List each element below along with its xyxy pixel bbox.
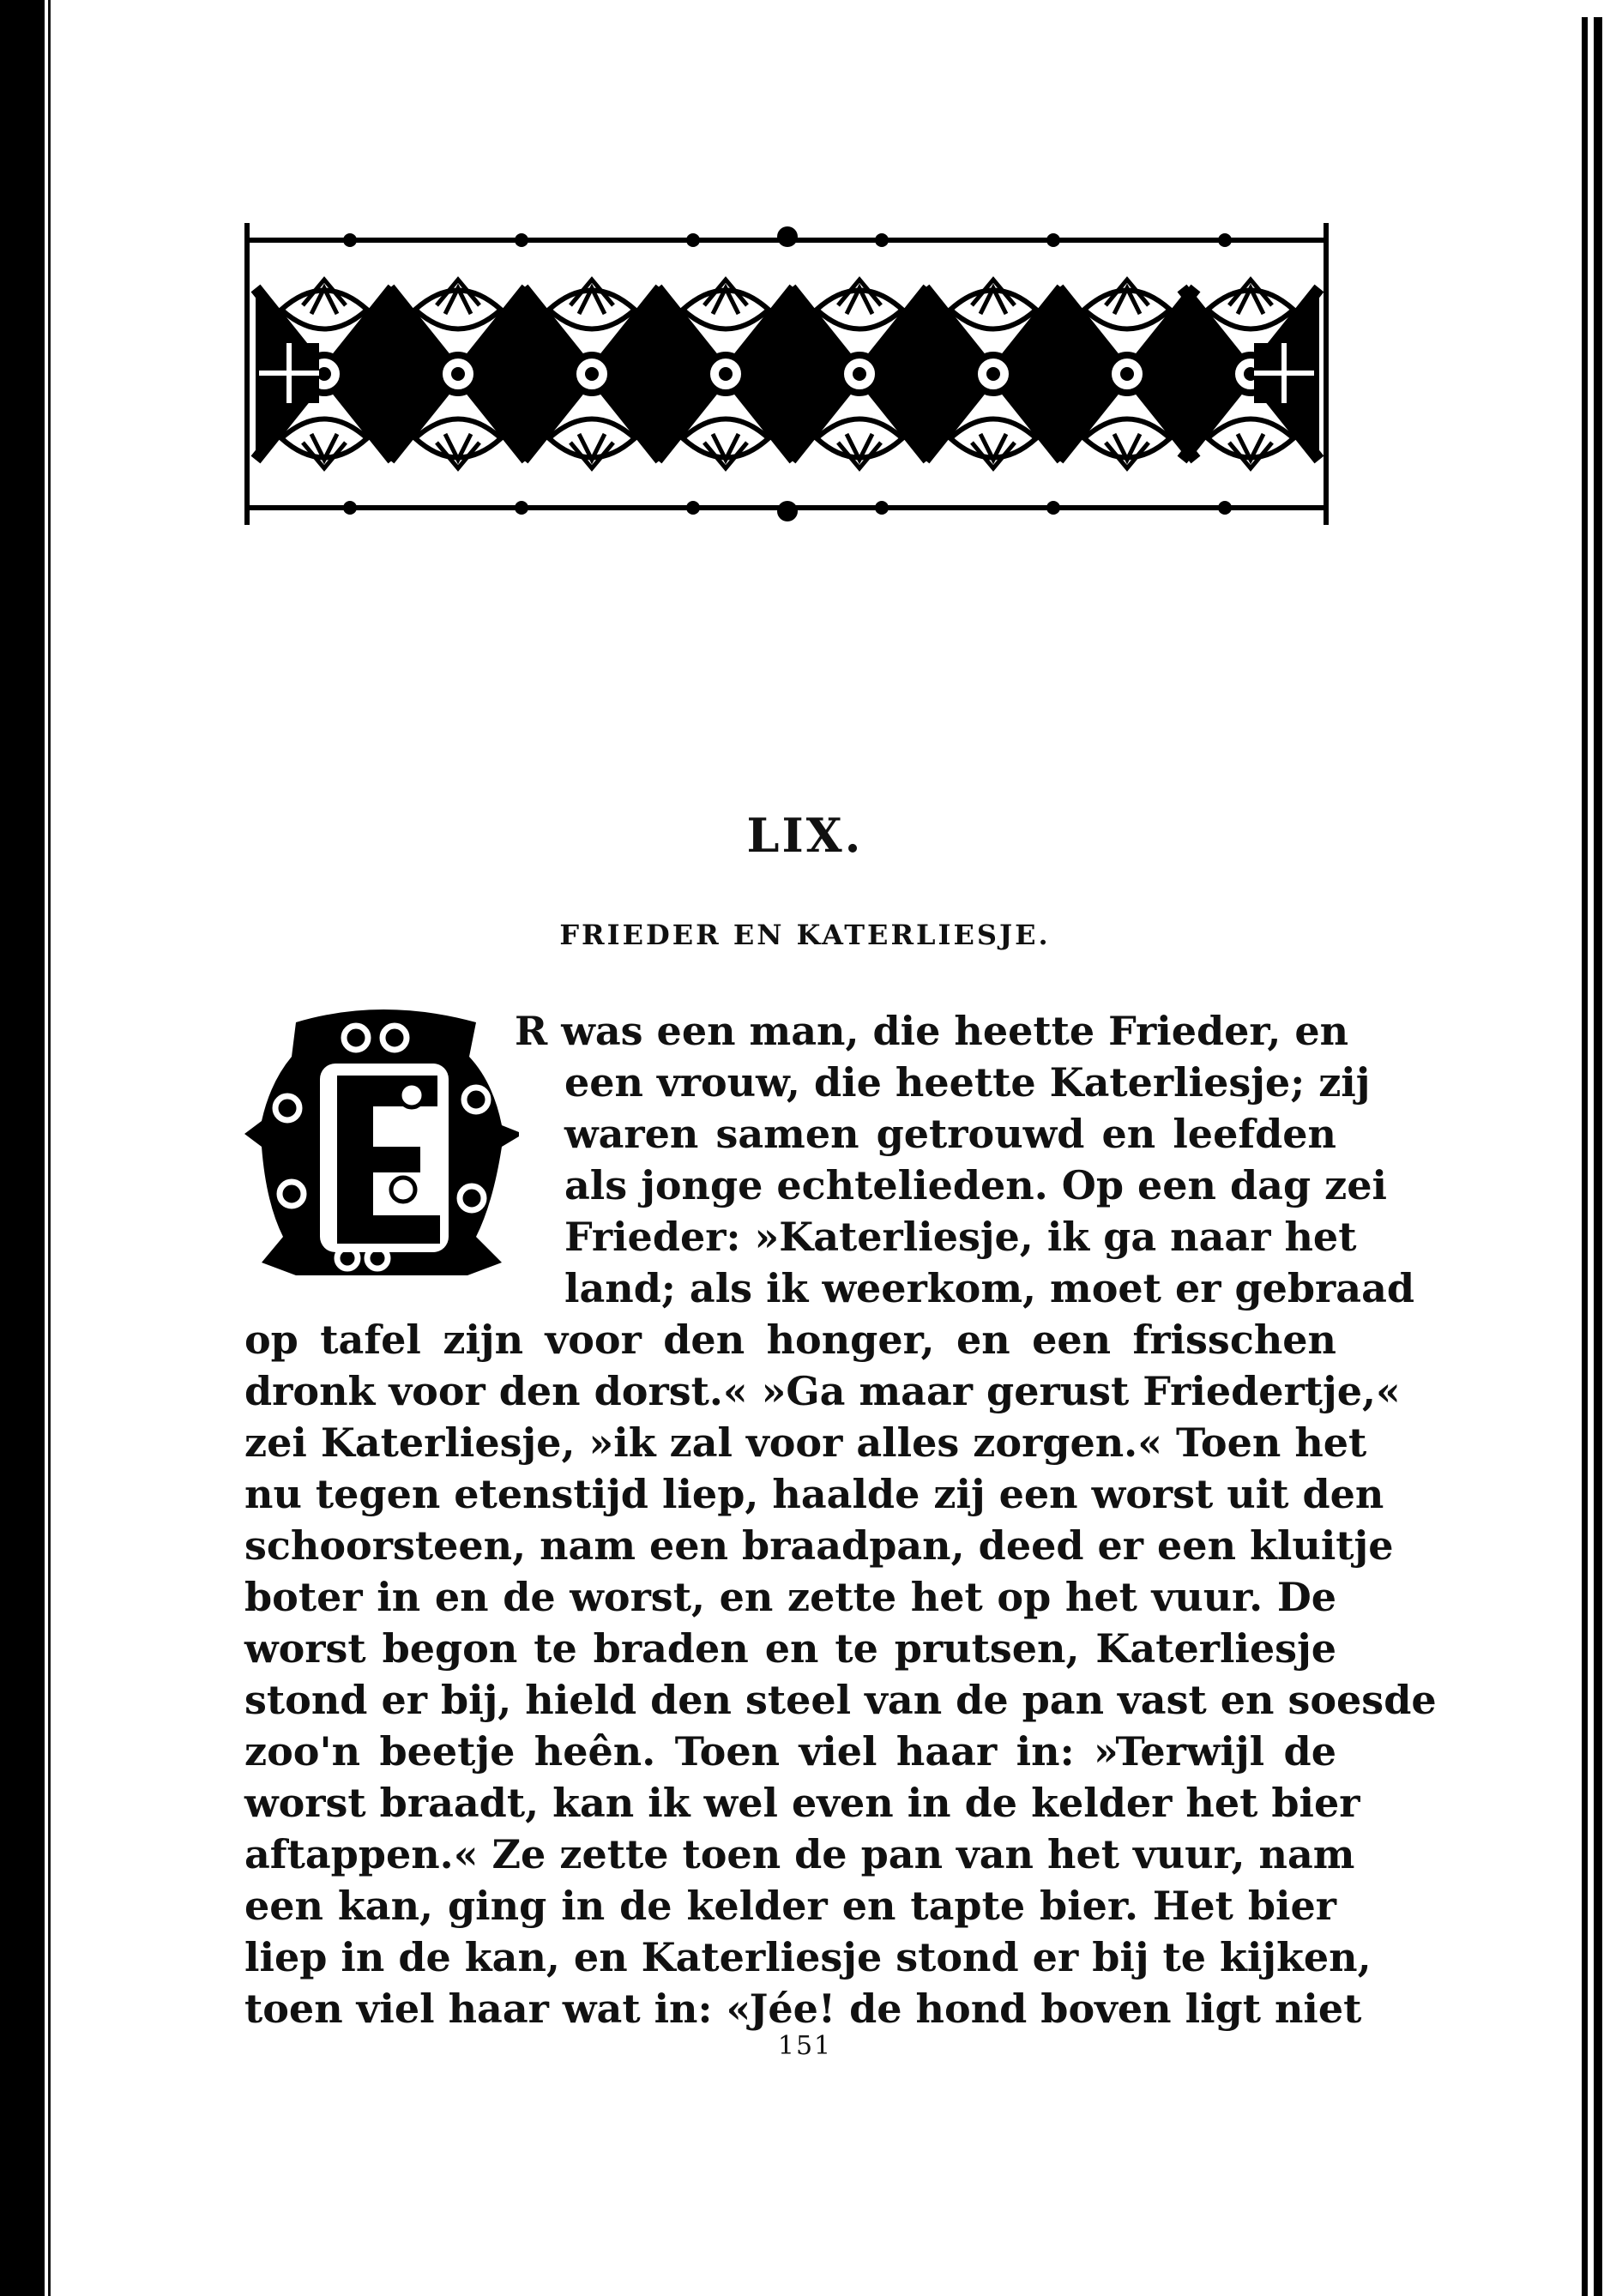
text-line: dronk voor den dorst.« »Ga maar gerust Friedertje,« bbox=[244, 1368, 1401, 1414]
scan-edge-left bbox=[0, 0, 45, 2296]
text-line: een vrouw, die heette Katerliesje; zij bbox=[564, 1059, 1371, 1106]
text-line: op tafel zijn voor den honger, en een frisschen bbox=[244, 1317, 1336, 1363]
chapter-number: LIX. bbox=[746, 808, 864, 863]
decorative-headpiece-icon bbox=[238, 214, 1335, 533]
drop-cap-icon bbox=[244, 1005, 519, 1284]
text-line: Frieder: »Katerliesje, ik ga naar het bbox=[564, 1214, 1357, 1260]
text-line: een kan, ging in de kelder en tapte bier. Het bier bbox=[244, 1883, 1336, 1929]
text-line: boter in en de worst, en zette het op het vuur. De bbox=[244, 1574, 1336, 1620]
scan-edge-right-outer bbox=[1594, 17, 1602, 2296]
text-line: worst begon te braden en te prutsen, Katerliesje bbox=[244, 1625, 1336, 1672]
text-line: land; als ik weerkom, moet er gebraad bbox=[564, 1265, 1415, 1311]
text-line: als jonge echtelieden. Op een dag zei bbox=[564, 1162, 1388, 1208]
page-number: 151 bbox=[777, 2031, 833, 2061]
text-line: aftappen.« Ze zette toen de pan van het vuur, nam bbox=[244, 1831, 1355, 1877]
scan-edge-right bbox=[1582, 17, 1588, 2296]
text-line: zei Katerliesje, »ik zal voor alles zorgen.« Toen het bbox=[244, 1419, 1367, 1466]
text-line: worst braadt, kan ik wel even in de kelder het bier bbox=[244, 1780, 1360, 1826]
text-line: stond er bij, hield den steel van de pan vast en soesde bbox=[244, 1677, 1437, 1723]
text-line: nu tegen etenstijd liep, haalde zij een worst uit den bbox=[244, 1471, 1384, 1517]
chapter-title: FRIEDER EN KATERLIESJE. bbox=[559, 919, 1051, 951]
text-line: waren samen getrouwd en leefden bbox=[564, 1111, 1336, 1157]
text-line: schoorsteen, nam een braadpan, deed er een kluitje bbox=[244, 1522, 1394, 1569]
text-line: R was een man, die heette Frieder, en bbox=[515, 1008, 1349, 1054]
text-line: toen viel haar wat in: «Jée! de hond boven ligt niet bbox=[244, 1986, 1362, 2032]
scan-edge-left-line bbox=[48, 0, 51, 2296]
text-line: zoo'n beetje heên. Toen viel haar in: »Terwijl de bbox=[244, 1728, 1336, 1775]
text-line: liep in de kan, en Katerliesje stond er bij te kijken, bbox=[244, 1934, 1372, 1980]
